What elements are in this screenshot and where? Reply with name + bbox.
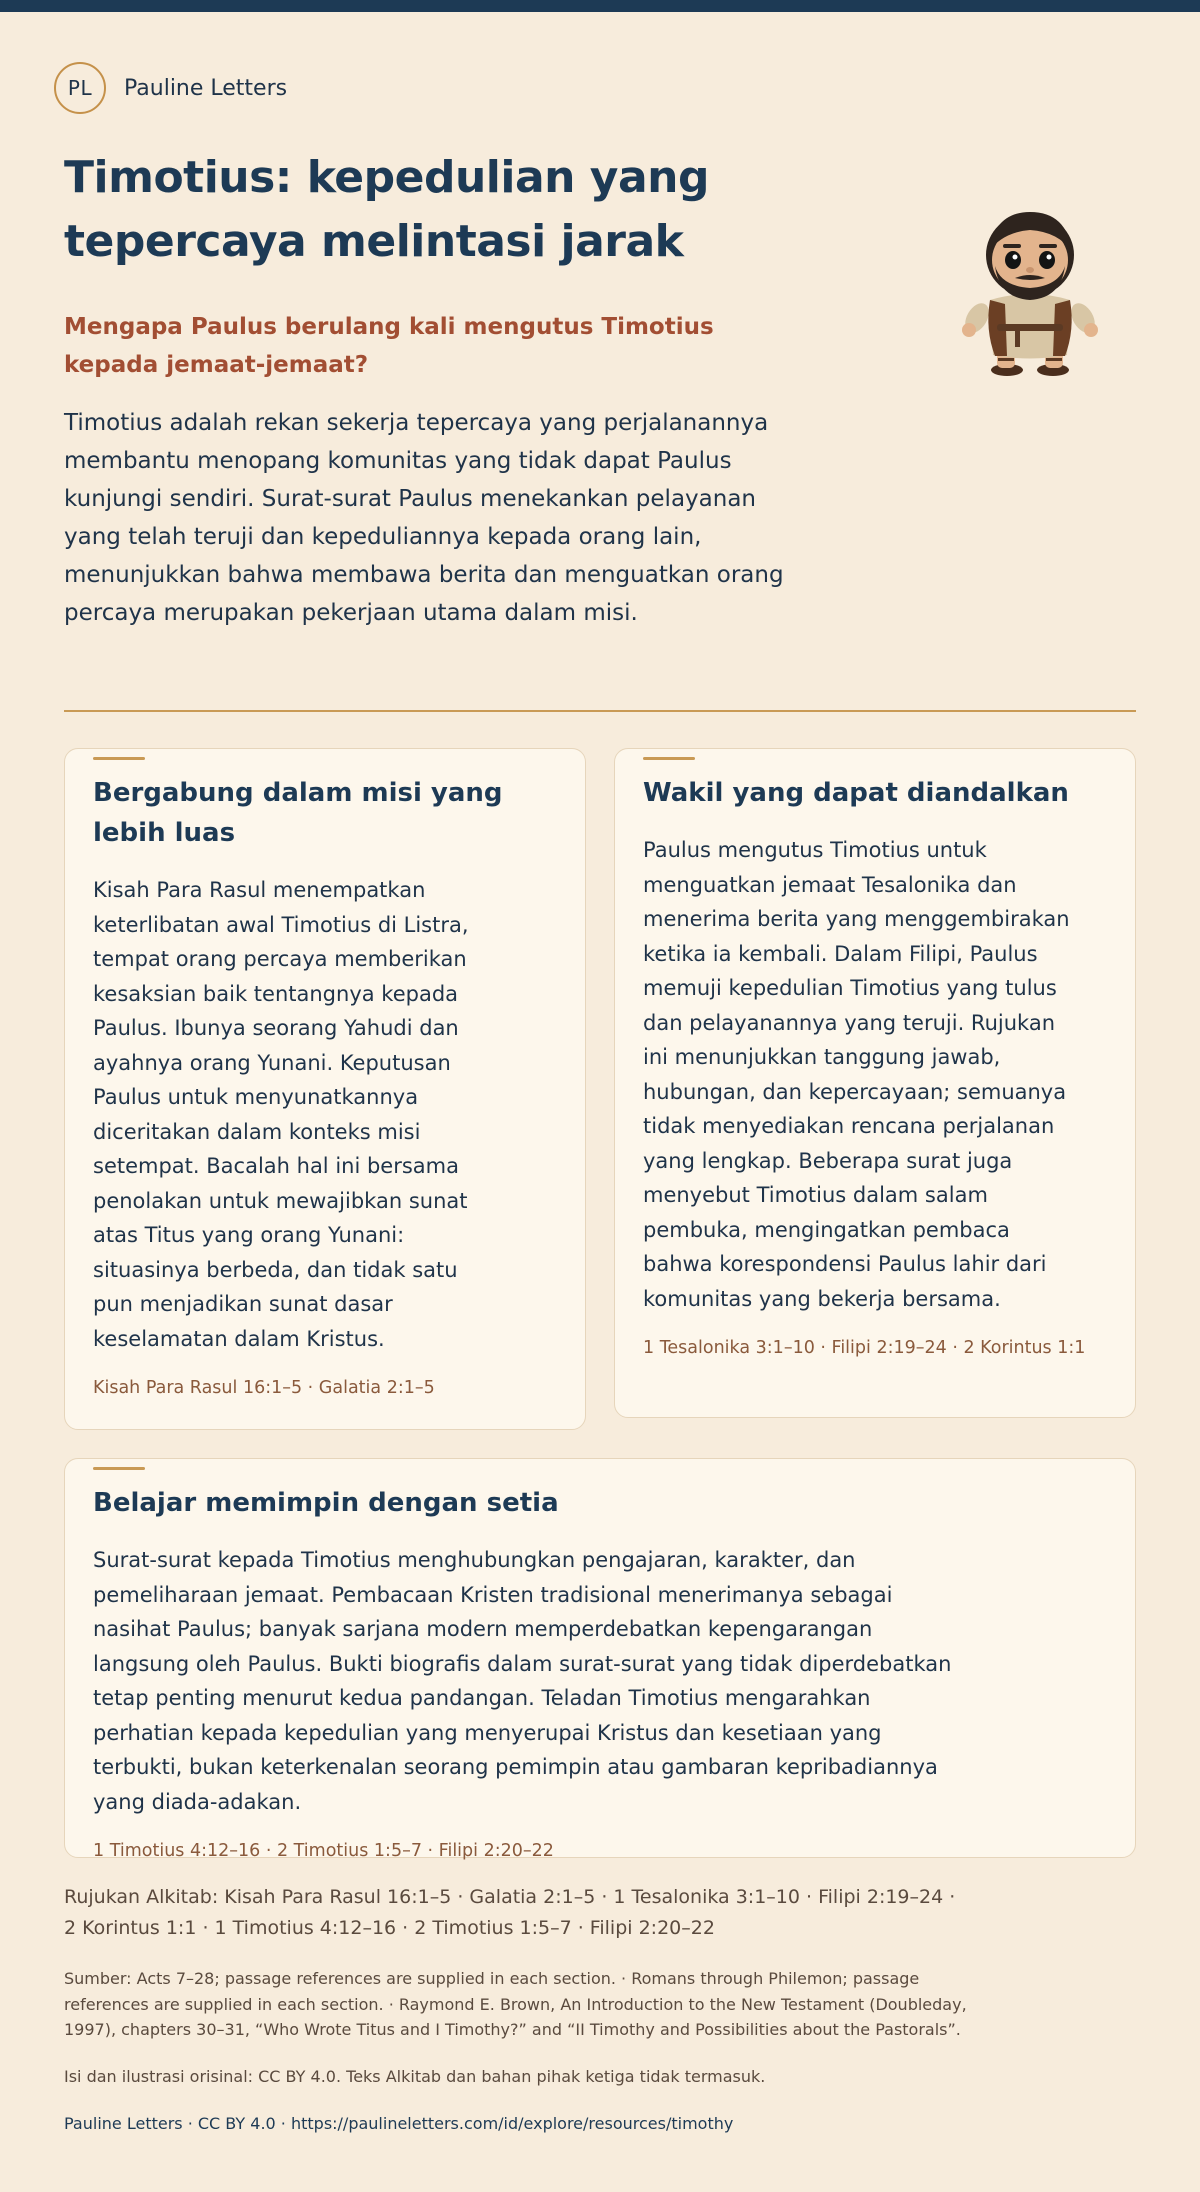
card-accent-line [643,757,695,760]
license-note: Isi dan ilustrasi orisinal: CC BY 4.0. Teks Alkitab dan bahan pihak ketiga tidak termasuk. [64,2067,766,2086]
intro-paragraph: Timotius adalah rekan sekerja tepercaya yang perjalanannya membantu menopang komunitas yang tidak dapat Paulus kunjungi sendiri. Surat-surat Paulus menekankan pelayanan yang telah teruji dan kepeduliannya kepada orang lain, menunjukkan bahwa membawa berita dan menguatkan orang percaya merupakan pekerjaan utama dalam misi. [64,410,784,626]
top-bar [0,0,1200,12]
card-title: Wakil yang dapat diandalkan [643,778,1069,808]
page-title: Timotius: kepedulian yang tepercaya melintasi jarak [64,152,709,267]
section-divider [64,710,1136,712]
footer-credit-link[interactable]: Pauline Letters · CC BY 4.0 · https://paulineletters.com/id/explore/resources/timothy [64,2114,734,2133]
card-body: Paulus mengutus Timotius untuk menguatkan jemaat Tesalonika dan menerima berita yang menggembirakan ketika ia kembali. Dalam Filipi, Paulus memuji kepedulian Timotius yang tulus dan pelayanannya yang teruji. Rujukan ini menunjukkan tanggung jawab, hubungan, dan kepercayaan; semuanya tidak menyediakan rencana perjalanan yang lengkap. Beberapa surat juga menyebut Timotius dalam salam pembuka, mengingatkan pembaca bahwa korespondensi Paulus lahir dari komunitas yang bekerja bersama. [643,838,1070,1311]
sources-note: Sumber: Acts 7–28; passage references are supplied in each section. · Romans through Philemon; passage references are supplied in each section. · Raymond E. Brown, An Introduction to the New Testament (Doubleday, 1997), chapters 30–31, “Who Wrote Titus and I Timothy?” and “II Timothy and Possibilities about the Pastorals”. [64,1969,967,2039]
card-reliable-envoy [614,748,1136,1418]
card-body: Surat-surat kepada Timotius menghubungkan pengajaran, karakter, dan pemeliharaan jemaat. Pembacaan Kristen tradisional menerimanya sebagai nasihat Paulus; banyak sarjana modern memperdebatkan kepengarangan langsung oleh Paulus. Bukti biografis dalam surat-surat yang tidak diperdebatkan tetap penting menurut kedua pandangan. Teladan Timotius mengarahkan perhatian kepada kepedulian yang menyerupai Kristus dan kesetiaan yang terbukti, bukan keterkenalan seorang pemimpin atau gambaran kepribadiannya yang diada-adakan. [93,1548,952,1814]
brand-logo: PL [54,62,106,114]
brand[interactable] [54,62,287,114]
card-accent-line [93,1467,145,1470]
card-title: Belajar memimpin dengan setia [93,1488,559,1518]
card-leading-faithfully [64,1458,1136,1861]
brand-name: Pauline Letters [124,75,288,101]
timothy-figure-illustration [955,200,1105,380]
page-subtitle: Mengapa Paulus berulang kali mengutus Timotius kepada jemaat-jemaat? [64,314,714,378]
card-joining-mission [64,748,586,1430]
card-references: 1 Tesalonika 3:1–10 · Filipi 2:19–24 · 2 Korintus 1:1 [643,1338,1086,1358]
card-title: Bergabung dalam misi yang lebih luas [93,778,503,848]
card-references: 1 Timotius 4:12–16 · 2 Timotius 1:5–7 · Filipi 2:20–22 [93,1841,554,1861]
card-body: Kisah Para Rasul menempatkan keterlibatan awal Timotius di Listra, tempat orang percaya memberikan kesaksian baik tentangnya kepada Paulus. Ibunya seorang Yahudi dan ayahnya orang Yunani. Keputusan Paulus untuk menyunatkannya diceritakan dalam konteks misi setempat. Bacalah hal ini bersama penolakan untuk mewajibkan sunat atas Titus yang orang Yunani: situasinya berbeda, dan tidak satu pun menjadikan sunat dasar keselamatan dalam Kristus. [93,878,469,1351]
card-references: Kisah Para Rasul 16:1–5 · Galatia 2:1–5 [93,1378,435,1398]
card-accent-line [93,757,145,760]
scripture-references: Rujukan Alkitab: Kisah Para Rasul 16:1–5 · Galatia 2:1–5 · 1 Tesalonika 3:1–10 · Filipi 2:19–24 · 2 Korintus 1:1 · 1 Timotius 4:12–16 · 2 Timotius 1:5–7 · Filipi 2:20–22 [64,1886,956,1939]
